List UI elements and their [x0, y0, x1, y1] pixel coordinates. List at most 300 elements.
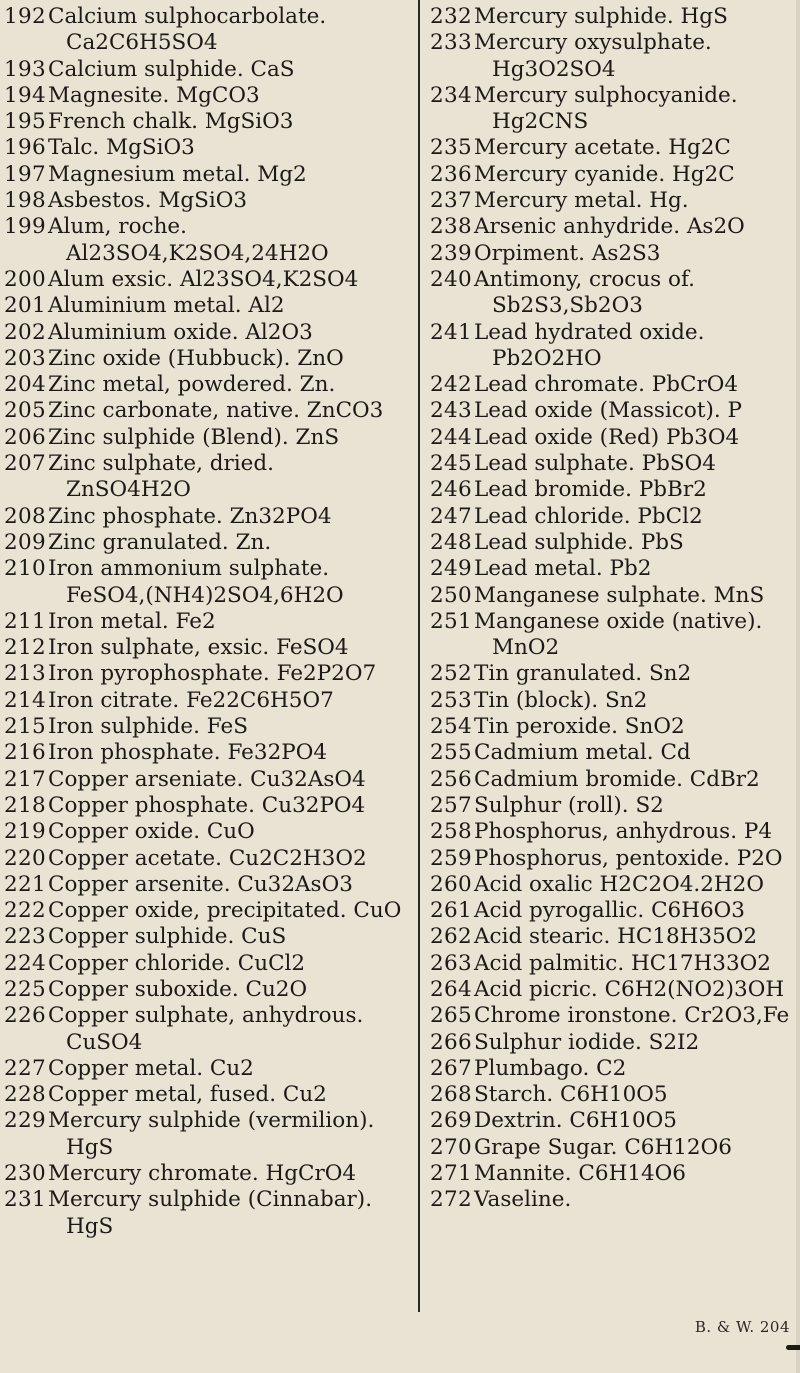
entry-name: Lead metal. Pb2 — [474, 556, 652, 582]
entry-text — [474, 530, 800, 556]
entry-number: 233 — [430, 30, 472, 56]
entry-name: Alum exsic. Al23SO4,K2SO4 — [48, 266, 359, 292]
entry-number: 213 — [4, 661, 46, 687]
entry-name: Talc. MgSiO3 — [48, 135, 195, 161]
catalogue-entry — [4, 451, 414, 504]
entry-text — [48, 451, 414, 504]
entry-text — [48, 57, 414, 83]
entry-number: 226 — [4, 1003, 46, 1029]
entry-number: 243 — [430, 398, 472, 424]
catalogue-entry — [4, 504, 414, 530]
entry-number: 210 — [4, 556, 46, 582]
entry-text — [48, 819, 414, 845]
entry-text — [474, 740, 800, 766]
entry-number: 227 — [4, 1055, 46, 1081]
entry-text — [48, 188, 414, 214]
entry-text — [474, 1161, 800, 1187]
entry-name: Aluminium oxide. Al2O3 — [48, 319, 313, 345]
catalogue-entry — [430, 477, 800, 503]
entry-number: 230 — [4, 1161, 46, 1187]
catalogue-entry — [4, 898, 414, 924]
entry-number: 266 — [430, 1029, 472, 1055]
catalogue-entry — [4, 1082, 414, 1108]
catalogue-entry — [4, 372, 414, 398]
entry-text — [474, 1187, 800, 1213]
catalogue-entry — [4, 293, 414, 319]
entry-text — [474, 504, 800, 530]
entry-text — [474, 1108, 800, 1134]
catalogue-entry — [430, 451, 800, 477]
entry-number: 234 — [430, 82, 472, 108]
catalogue-entry — [430, 1056, 800, 1082]
entry-text — [48, 83, 414, 109]
catalogue-entry — [4, 1003, 414, 1056]
entry-name: Phosphorus, pentoxide. P2O — [474, 845, 783, 871]
entry-number: 242 — [430, 372, 472, 398]
entry-text — [48, 4, 414, 57]
entry-name: Acid pyrogallic. C6H6O3 — [474, 898, 745, 924]
entry-number: 221 — [4, 871, 46, 897]
entry-formula: Hg2CNS — [492, 109, 589, 135]
entry-text — [474, 767, 800, 793]
catalogue-entry — [4, 320, 414, 346]
entry-name: Magnesium metal. Mg2 — [48, 161, 307, 187]
entry-name: Iron citrate. Fe22C6H5O7 — [48, 687, 334, 713]
entry-formula: HgS — [66, 1134, 114, 1160]
entry-number: 208 — [4, 503, 46, 529]
entry-number: 193 — [4, 56, 46, 82]
entry-number: 229 — [4, 1108, 46, 1134]
catalogue-entry — [4, 267, 414, 293]
entry-name: Copper metal, fused. Cu2 — [48, 1082, 327, 1108]
entry-name: Grape Sugar. C6H12O6 — [474, 1134, 732, 1160]
catalogue-entry — [430, 1082, 800, 1108]
entry-number: 217 — [4, 766, 46, 792]
entry-number: 265 — [430, 1003, 472, 1029]
entry-name: Copper arsenite. Cu32AsO3 — [48, 871, 353, 897]
entry-number: 252 — [430, 661, 472, 687]
entry-name: Iron ammonium sulphate. — [48, 556, 330, 582]
entry-text — [48, 846, 414, 872]
entry-name: Zinc oxide (Hubbuck). ZnO — [48, 345, 344, 371]
entry-number: 250 — [430, 582, 472, 608]
catalogue-entry — [430, 1030, 800, 1056]
entry-name: Zinc sulphate, dried. — [48, 451, 274, 477]
entry-text — [48, 1108, 414, 1161]
entry-text — [474, 83, 800, 136]
entry-text — [48, 556, 414, 609]
entry-name: Copper metal. Cu2 — [48, 1055, 254, 1081]
entry-name: Mercury cyanide. Hg2C — [474, 161, 735, 187]
entry-formula: Ca2C6H5SO4 — [66, 30, 218, 56]
entry-text — [474, 1030, 800, 1056]
entry-name: Dextrin. C6H10O5 — [474, 1108, 677, 1134]
entry-text — [48, 714, 414, 740]
entry-name: Starch. C6H10O5 — [474, 1082, 668, 1108]
catalogue-entry — [430, 398, 800, 424]
entry-name: Sulphur (roll). S2 — [474, 792, 664, 818]
entry-name: Lead hydrated oxide. — [474, 319, 705, 345]
entry-name: Sulphur iodide. S2I2 — [474, 1029, 700, 1055]
catalogue-entry — [430, 162, 800, 188]
entry-name: Lead sulphate. PbSO4 — [474, 451, 716, 477]
catalogue-entry — [430, 977, 800, 1003]
catalogue-entry — [4, 1187, 414, 1240]
left-column — [4, 4, 414, 1240]
catalogue-entry — [4, 951, 414, 977]
entry-text — [48, 530, 414, 556]
entry-name: Copper oxide. CuO — [48, 819, 255, 845]
entry-number: 207 — [4, 451, 46, 477]
catalogue-entry — [4, 398, 414, 424]
entry-name: Acid stearic. HC18H35O2 — [474, 924, 758, 950]
entry-name: Iron sulphate, exsic. FeSO4 — [48, 635, 349, 661]
entry-name: Mercury chromate. HgCrO4 — [48, 1161, 357, 1187]
entry-text — [48, 609, 414, 635]
entry-text — [48, 951, 414, 977]
catalogue-entry — [430, 898, 800, 924]
entry-text — [48, 1056, 414, 1082]
entry-number: 215 — [4, 714, 46, 740]
entry-text — [48, 425, 414, 451]
catalogue-entry — [4, 188, 414, 214]
catalogue-entry — [430, 583, 800, 609]
entry-text — [474, 793, 800, 819]
entry-number: 237 — [430, 188, 472, 214]
entry-text — [474, 188, 800, 214]
entry-name: Mercury acetate. Hg2C — [474, 135, 731, 161]
entry-name: Mercury sulphide. HgS — [474, 4, 728, 29]
catalogue-entry — [430, 30, 800, 83]
catalogue-entry — [430, 241, 800, 267]
entry-text — [474, 477, 800, 503]
entry-number: 199 — [4, 214, 46, 240]
catalogue-entry — [430, 688, 800, 714]
entry-number: 218 — [4, 792, 46, 818]
entry-number: 209 — [4, 529, 46, 555]
catalogue-entry — [430, 530, 800, 556]
entry-number: 257 — [430, 792, 472, 818]
entry-formula: ZnSO4H2O — [66, 477, 191, 503]
entry-text — [474, 556, 800, 582]
entry-number: 216 — [4, 740, 46, 766]
entry-number: 205 — [4, 398, 46, 424]
catalogue-entry — [430, 951, 800, 977]
entry-text — [48, 320, 414, 346]
entry-name: Zinc metal, powdered. Zn. — [48, 372, 336, 398]
entry-number: 232 — [430, 4, 472, 29]
entry-number: 197 — [4, 161, 46, 187]
entry-number: 224 — [4, 950, 46, 976]
entry-name: Manganese oxide (native). — [474, 608, 763, 634]
entry-name: Iron pyrophosphate. Fe2P2O7 — [48, 661, 377, 687]
entry-text — [474, 214, 800, 240]
catalogue-entry — [4, 214, 414, 267]
entry-text — [474, 1003, 800, 1029]
entry-formula: HgS — [66, 1213, 114, 1239]
entry-name: Lead sulphide. PbS — [474, 529, 684, 555]
catalogue-entry — [4, 609, 414, 635]
entry-text — [48, 740, 414, 766]
entry-name: Iron metal. Fe2 — [48, 608, 216, 634]
entry-formula: Hg3O2SO4 — [492, 56, 616, 82]
catalogue-entry — [430, 767, 800, 793]
catalogue-entry — [4, 135, 414, 161]
entry-name: Mercury sulphocyanide. — [474, 82, 738, 108]
entry-text — [474, 688, 800, 714]
entry-text — [48, 109, 414, 135]
entry-text — [48, 688, 414, 714]
entry-text — [474, 714, 800, 740]
entry-name: Antimony, crocus of. — [474, 266, 696, 292]
entry-number: 225 — [4, 976, 46, 1002]
entry-name: Arsenic anhydride. As2O — [474, 214, 745, 240]
entry-text — [474, 819, 800, 845]
entry-text — [474, 661, 800, 687]
entry-number: 264 — [430, 976, 472, 1002]
entry-text — [474, 951, 800, 977]
entry-text — [48, 162, 414, 188]
entry-number: 214 — [4, 687, 46, 713]
entry-text — [474, 451, 800, 477]
entry-number: 223 — [4, 924, 46, 950]
entry-name: Plumbago. C2 — [474, 1055, 627, 1081]
entry-text — [48, 767, 414, 793]
catalogue-entry — [430, 609, 800, 662]
catalogue-entry — [430, 793, 800, 819]
entry-name: Alum, roche. — [48, 214, 187, 240]
entry-text — [48, 135, 414, 161]
entry-name: Aluminium metal. Al2 — [48, 293, 285, 319]
entry-name: Lead bromide. PbBr2 — [474, 477, 707, 503]
catalogue-entry — [430, 1187, 800, 1213]
entry-number: 251 — [430, 608, 472, 634]
entry-formula: MnO2 — [492, 635, 560, 661]
catalogue-entry — [4, 793, 414, 819]
catalogue-entry — [430, 819, 800, 845]
entry-text — [474, 372, 800, 398]
entry-number: 212 — [4, 635, 46, 661]
catalogue-entry — [430, 872, 800, 898]
entry-name: Manganese sulphate. MnS — [474, 582, 765, 608]
entry-text — [474, 898, 800, 924]
entry-number: 238 — [430, 214, 472, 240]
entry-text — [474, 30, 800, 83]
entry-name: Asbestos. MgSiO3 — [48, 188, 248, 214]
entry-name: Calcium sulphide. CaS — [48, 56, 295, 82]
entry-name: Zinc carbonate, native. ZnCO3 — [48, 398, 384, 424]
catalogue-entry — [4, 924, 414, 950]
entry-name: Copper oxide, precipitated. CuO — [48, 898, 402, 924]
catalogue-entry — [430, 740, 800, 766]
catalogue-entry — [430, 320, 800, 373]
right-column — [430, 4, 800, 1214]
entry-name: Acid oxalic H2C2O4.2H2O — [474, 871, 764, 897]
entry-text — [48, 214, 414, 267]
entry-text — [48, 372, 414, 398]
catalogue-entry — [430, 661, 800, 687]
catalogue-entry — [430, 425, 800, 451]
entry-name: Acid picric. C6H2(NO2)3OH — [474, 976, 785, 1002]
entry-number: 263 — [430, 950, 472, 976]
entry-name: Tin peroxide. SnO2 — [474, 714, 685, 740]
catalogue-entry — [4, 556, 414, 609]
entry-text — [48, 1161, 414, 1187]
entry-number: 194 — [4, 82, 46, 108]
catalogue-entry — [4, 977, 414, 1003]
entry-number: 198 — [4, 188, 46, 214]
entry-number: 203 — [4, 345, 46, 371]
entry-number: 239 — [430, 240, 472, 266]
entry-name: Chrome ironstone. Cr2O3,Fe — [474, 1003, 790, 1029]
entry-number: 244 — [430, 424, 472, 450]
entry-name: Mannite. C6H14O6 — [474, 1161, 686, 1187]
catalogue-entry — [4, 740, 414, 766]
entry-text — [48, 398, 414, 424]
entry-number: 270 — [430, 1134, 472, 1160]
entry-name: Calcium sulphocarbolate. — [48, 4, 327, 29]
catalogue-entry — [4, 872, 414, 898]
entry-number: 267 — [430, 1055, 472, 1081]
entry-number: 241 — [430, 319, 472, 345]
entry-name: Zinc granulated. Zn. — [48, 529, 272, 555]
entry-name: Copper chloride. CuCl2 — [48, 950, 306, 976]
entry-number: 262 — [430, 924, 472, 950]
entry-number: 253 — [430, 687, 472, 713]
entry-text — [474, 267, 800, 320]
catalogue-entry — [4, 714, 414, 740]
catalogue-entry — [430, 267, 800, 320]
entry-name: Copper sulphate, anhydrous. — [48, 1003, 364, 1029]
catalogue-entry — [4, 4, 414, 57]
entry-number: 254 — [430, 714, 472, 740]
entry-number: 202 — [4, 319, 46, 345]
catalogue-entry — [430, 135, 800, 161]
catalogue-entry — [430, 846, 800, 872]
entry-number: 256 — [430, 766, 472, 792]
entry-name: Iron phosphate. Fe32PO4 — [48, 740, 328, 766]
entry-number: 206 — [4, 424, 46, 450]
entry-text — [48, 1003, 414, 1056]
catalogue-entry — [430, 188, 800, 214]
entry-formula: CuSO4 — [66, 1029, 143, 1055]
entry-number: 204 — [4, 372, 46, 398]
entry-text — [474, 241, 800, 267]
entry-text — [474, 924, 800, 950]
entry-number: 222 — [4, 898, 46, 924]
catalogue-entry — [4, 1056, 414, 1082]
entry-name: Lead chromate. PbCrO4 — [474, 372, 739, 398]
entry-number: 231 — [4, 1187, 46, 1213]
catalogue-entry — [4, 57, 414, 83]
catalogue-entry — [4, 1108, 414, 1161]
entry-number: 259 — [430, 845, 472, 871]
entry-name: French chalk. MgSiO3 — [48, 109, 294, 135]
entry-name: Mercury sulphide (Cinnabar). — [48, 1187, 373, 1213]
page-footer: B. & W. 204 — [694, 1318, 790, 1336]
entry-number: 195 — [4, 109, 46, 135]
entry-text — [474, 609, 800, 662]
entry-number: 192 — [4, 4, 46, 29]
catalogue-entry — [430, 556, 800, 582]
entry-number: 201 — [4, 293, 46, 319]
entry-text — [474, 1135, 800, 1161]
entry-text — [48, 898, 414, 924]
entry-text — [48, 504, 414, 530]
entry-name: Magnesite. MgCO3 — [48, 82, 260, 108]
catalogue-entry — [430, 372, 800, 398]
entry-text — [474, 977, 800, 1003]
entry-text — [474, 398, 800, 424]
catalogue-entry — [430, 83, 800, 136]
entry-name: Cadmium metal. Cd — [474, 740, 691, 766]
entry-text — [48, 293, 414, 319]
catalogue-entry — [430, 1003, 800, 1029]
entry-number: 200 — [4, 266, 46, 292]
entry-number: 269 — [430, 1108, 472, 1134]
entry-number: 268 — [430, 1082, 472, 1108]
entry-text — [474, 135, 800, 161]
entry-number: 272 — [430, 1187, 472, 1213]
entry-name: Lead oxide (Red) Pb3O4 — [474, 424, 740, 450]
entry-number: 196 — [4, 135, 46, 161]
entry-text — [48, 1082, 414, 1108]
entry-name: Copper suboxide. Cu2O — [48, 976, 308, 1002]
entry-name: Mercury oxysulphate. — [474, 30, 712, 56]
entry-number: 235 — [430, 135, 472, 161]
entry-name: Lead oxide (Massicot). P — [474, 398, 742, 424]
catalogue-entry — [4, 661, 414, 687]
entry-text — [48, 635, 414, 661]
entry-text — [48, 661, 414, 687]
entry-number: 245 — [430, 451, 472, 477]
entry-text — [48, 793, 414, 819]
catalogue-entry — [4, 635, 414, 661]
catalogue-entry — [4, 767, 414, 793]
entry-number: 249 — [430, 556, 472, 582]
catalogue-entry — [4, 109, 414, 135]
entry-name: Lead chloride. PbCl2 — [474, 503, 703, 529]
catalogue-entry — [4, 688, 414, 714]
entry-text — [48, 924, 414, 950]
catalogue-entry — [4, 846, 414, 872]
entry-name: Tin (block). Sn2 — [474, 687, 648, 713]
column-divider — [418, 0, 420, 1312]
entry-text — [474, 320, 800, 373]
entry-number: 211 — [4, 608, 46, 634]
entry-text — [474, 872, 800, 898]
entry-name: Zinc sulphide (Blend). ZnS — [48, 424, 340, 450]
catalogue-entry — [430, 1108, 800, 1134]
page-edge — [796, 0, 800, 1373]
entry-number: 255 — [430, 740, 472, 766]
catalogue-entry — [430, 4, 800, 30]
catalogue-entry — [430, 504, 800, 530]
catalogue-entry — [430, 924, 800, 950]
entry-number: 236 — [430, 161, 472, 187]
entry-number: 219 — [4, 819, 46, 845]
entry-name: Tin granulated. Sn2 — [474, 661, 692, 687]
entry-name: Phosphorus, anhydrous. P4 — [474, 819, 773, 845]
catalogue-entry — [4, 1161, 414, 1187]
catalogue-entry — [4, 425, 414, 451]
entry-number: 240 — [430, 266, 472, 292]
entry-formula: FeSO4,(NH4)2SO4,6H2O — [66, 582, 344, 608]
entry-number: 258 — [430, 819, 472, 845]
entry-text — [48, 977, 414, 1003]
entry-name: Orpiment. As2S3 — [474, 240, 661, 266]
entry-number: 260 — [430, 871, 472, 897]
